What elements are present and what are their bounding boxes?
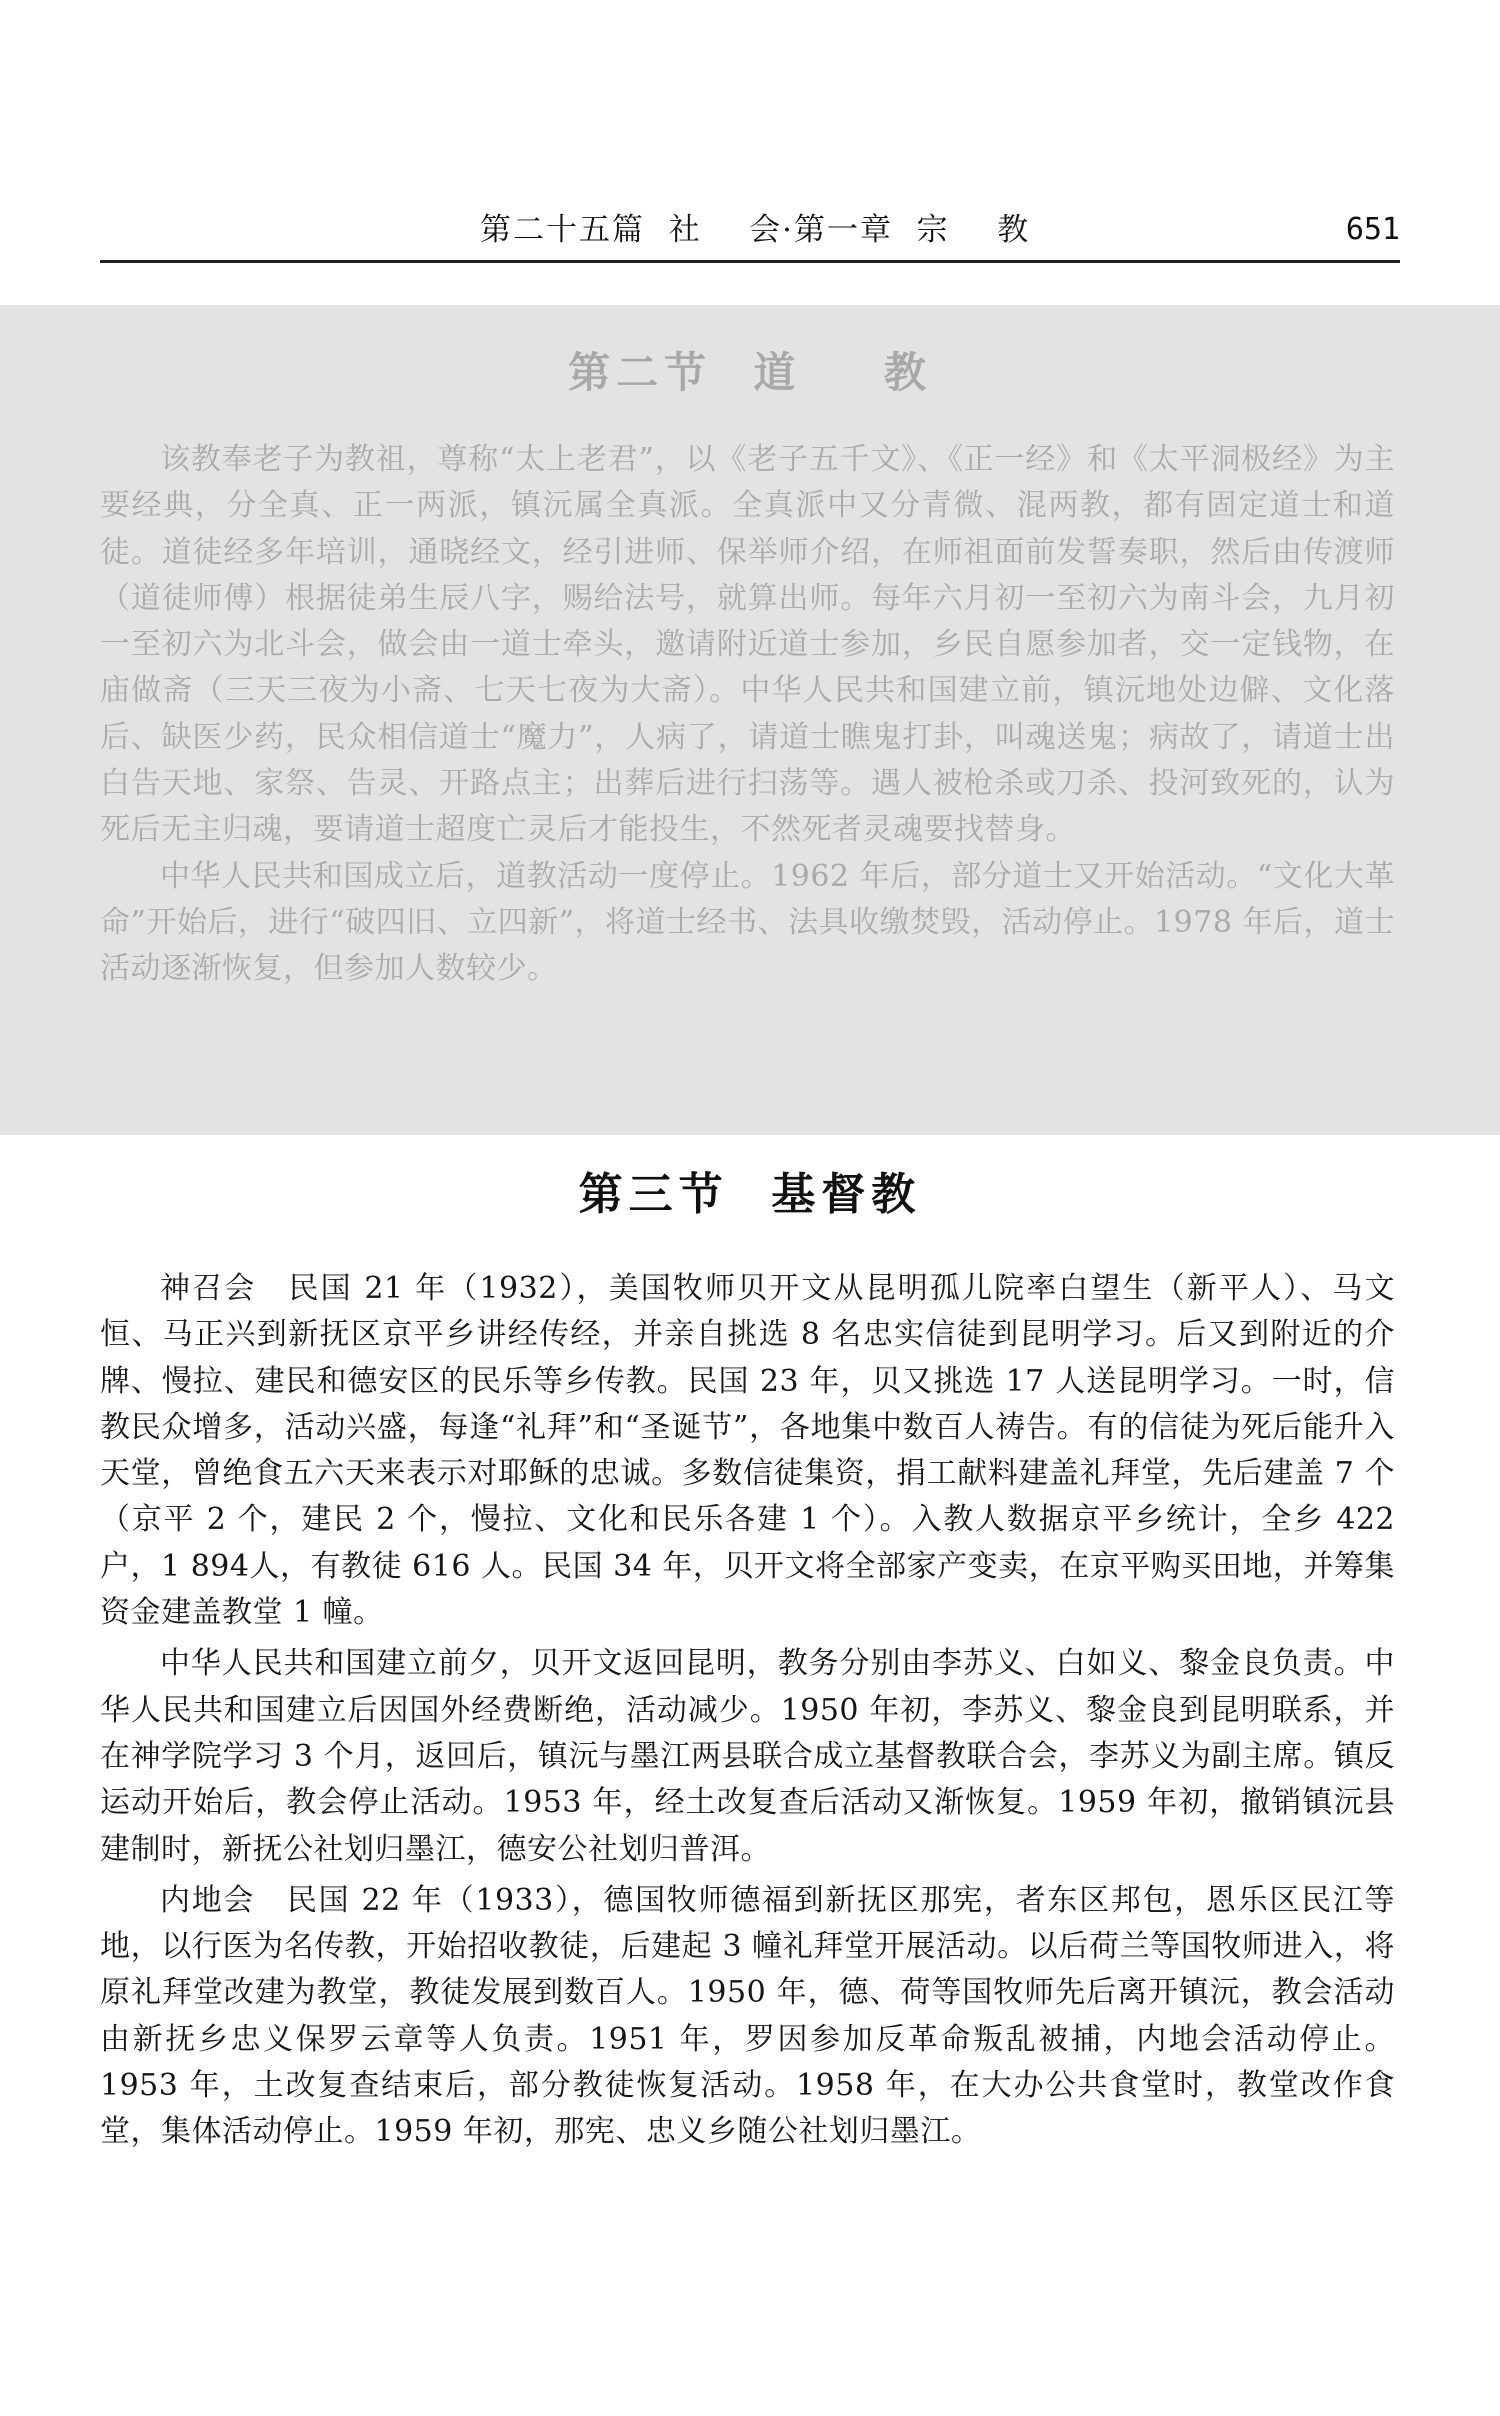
header-rule xyxy=(100,260,1400,263)
section-3-body xyxy=(100,1266,1395,2161)
section-3-paragraph-3: 内地会 民国 22 年（1933），德国牧师德福到新抚区那宪，者东区邦包，恩乐区民江等地，以行医为名传教，开始招收教徒，后建起 3 幢礼拜堂开展活动。以后荷兰等国牧师进入，将原礼拜堂改建为教堂，教徒发展到数百人。1950 年，德、荷等国牧师先后离开镇沅，教会活动由新抚乡忠义保罗云章等人负责。1951 年，罗因参加反革命叛乱被捕，内地会活动停止。1953 年，土改复查结束后，部分教徒恢复活动。1958 年，在大办公共食堂时，教堂改作食堂，集体活动停止。1959 年初，那宪、忠义乡随公社划归墨江。 xyxy=(100,1882,1395,2150)
section-3-title: 第三节 基督教 xyxy=(578,1169,922,1220)
running-header xyxy=(100,205,1400,255)
section-2-paragraph-1: 该教奉老子为教祖，尊称“太上老君”，以《老子五千文》、《正一经》和《太平洞极经》为主要经典，分全真、正一两派，镇沅属全真派。全真派中又分青微、混两教，都有固定道士和道徒。道徒经多年培训，通晓经文，经引进师、保举师介绍，在师祖面前发誓奏职，然后由传渡师（道徒师傅）根据徒弟生辰八字，赐给法号，就算出师。每年六月初一至初六为南斗会，九月初一至初六为北斗会，做会由一道士牵头，邀请附近道士参加，乡民自愿参加者，交一定钱物，在庙做斋（三天三夜为小斋、七天七夜为大斋）。中华人民共和国建立前，镇沅地处边僻、文化落后、缺医少药，民众相信道士“魔力”，人病了，请道士瞧鬼打卦，叫魂送鬼；病故了，请道士出白告天地、家祭、告灵、开路点主；出葬后进行扫荡等。遇人被枪杀或刀杀、投河致死的，认为死后无主归魂，要请道士超度亡灵后才能投生，不然死者灵魂要找替身。 xyxy=(100,442,1395,848)
page-number: 651 xyxy=(1345,212,1400,247)
section-2-faded-block xyxy=(0,305,1500,1135)
header-title: 第二十五篇 社 会·第一章 宗 教 xyxy=(480,212,1031,248)
section-2-title: 第二节 道 教 xyxy=(568,348,932,397)
section-3-paragraph-1: 神召会 民国 21 年（1932），美国牧师贝开文从昆明孤儿院率白望生（新平人）、马文恒、马正兴到新抚区京平乡讲经传经，并亲自挑选 8 名忠实信徒到昆明学习。后又到附近的介牌、慢拉、建民和德安区的民乐等乡传教。民国 23 年，贝又挑选 17 人送昆明学习。一时，信教民众增多，活动兴盛，每逢“礼拜”和“圣诞节”，各地集中数百人祷告。有的信徒为死后能升入天堂，曾绝食五六天来表示对耶稣的忠诚。多数信徒集资，捐工献料建盖礼拜堂，先后建盖 7 个（京平 2 个，建民 2 个，慢拉、文化和民乐各建 1 个）。入教人数据京平乡统计，全乡 422 户，1 894人，有教徒 616 人。民国 34 年，贝开文将全部家产变卖，在京平购买田地，并筹集资金建盖教堂 1 幢。 xyxy=(100,1271,1395,1631)
section-2-body xyxy=(100,437,1395,993)
section-3-paragraph-2: 中华人民共和国建立前夕，贝开文返回昆明，教务分别由李苏义、白如义、黎金良负责。中华人民共和国建立后因国外经费断绝，活动减少。1950 年初，李苏义、黎金良到昆明联系，并在神学院学习 3 个月，返回后，镇沅与墨江两县联合成立基督教联合会，李苏义为副主席。镇反运动开始后，教会停止活动。1953 年，经土改复查后活动又渐恢复。1959 年初，撤销镇沅县建制时，新抚公社划归墨江，德安公社划归普洱。 xyxy=(100,1646,1395,1867)
section-2-paragraph-2: 中华人民共和国成立后，道教活动一度停止。1962 年后，部分道士又开始活动。“文化大革命”开始后，进行“破四旧、立四新”，将道士经书、法具收缴焚毁，活动停止。1978 年后，道士活动逐渐恢复，但参加人数较少。 xyxy=(100,858,1395,987)
